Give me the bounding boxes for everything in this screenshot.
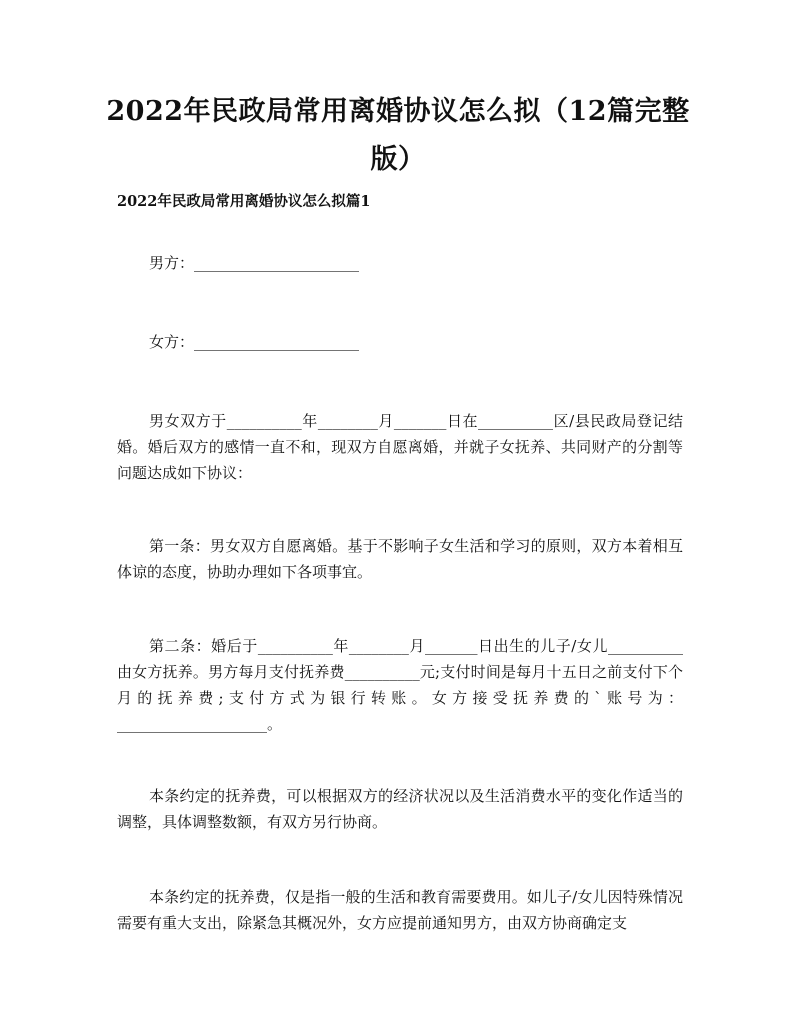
paragraph-support-scope: 本条约定的抚养费，仅是指一般的生活和教育需要费用。如儿子/女儿因特殊情况需要有重大支出，除紧急其概况外，女方应提前通知男方，由双方协商确定支 [117,888,683,932]
paragraph-husband: 男方：______________________ [149,254,360,272]
paragraph-support-adjustment: 本条约定的抚养费，可以根据双方的经济状况以及生活消费水平的变化作适当的调整，具体调整数额，有双方另行协商。 [117,787,683,831]
paragraph-article-1: 第一条：男女双方自愿离婚。基于不影响子女生活和学习的原则，双方本着相互体谅的态度，协助办理如下各项事宜。 [117,537,683,581]
document-title: 2022年民政局常用离婚协议怎么拟（12篇完整版） [106,96,690,175]
paragraph-marriage-registration: 男女双方于__________年________月_______日在__________区/县民政局登记结婚。婚后双方的感情一直不和，现双方自愿离婚，并就子女抚养、共同财产的分割等问题达成如下协议： [117,412,683,482]
paragraph-wife: 女方：______________________ [149,333,360,351]
paragraph-article-2: 第二条：婚后于__________年________月_______日出生的儿子/女儿__________由女方抚养。男方每月支付抚养费__________元;支付时间是每月十五日之前支付下个月的抚养费;支付方式为银行转账。女方接受抚养费的`账号为：____________________。 [117,637,683,733]
section-heading: 2022年民政局常用离婚协议怎么拟篇1 [117,193,371,210]
